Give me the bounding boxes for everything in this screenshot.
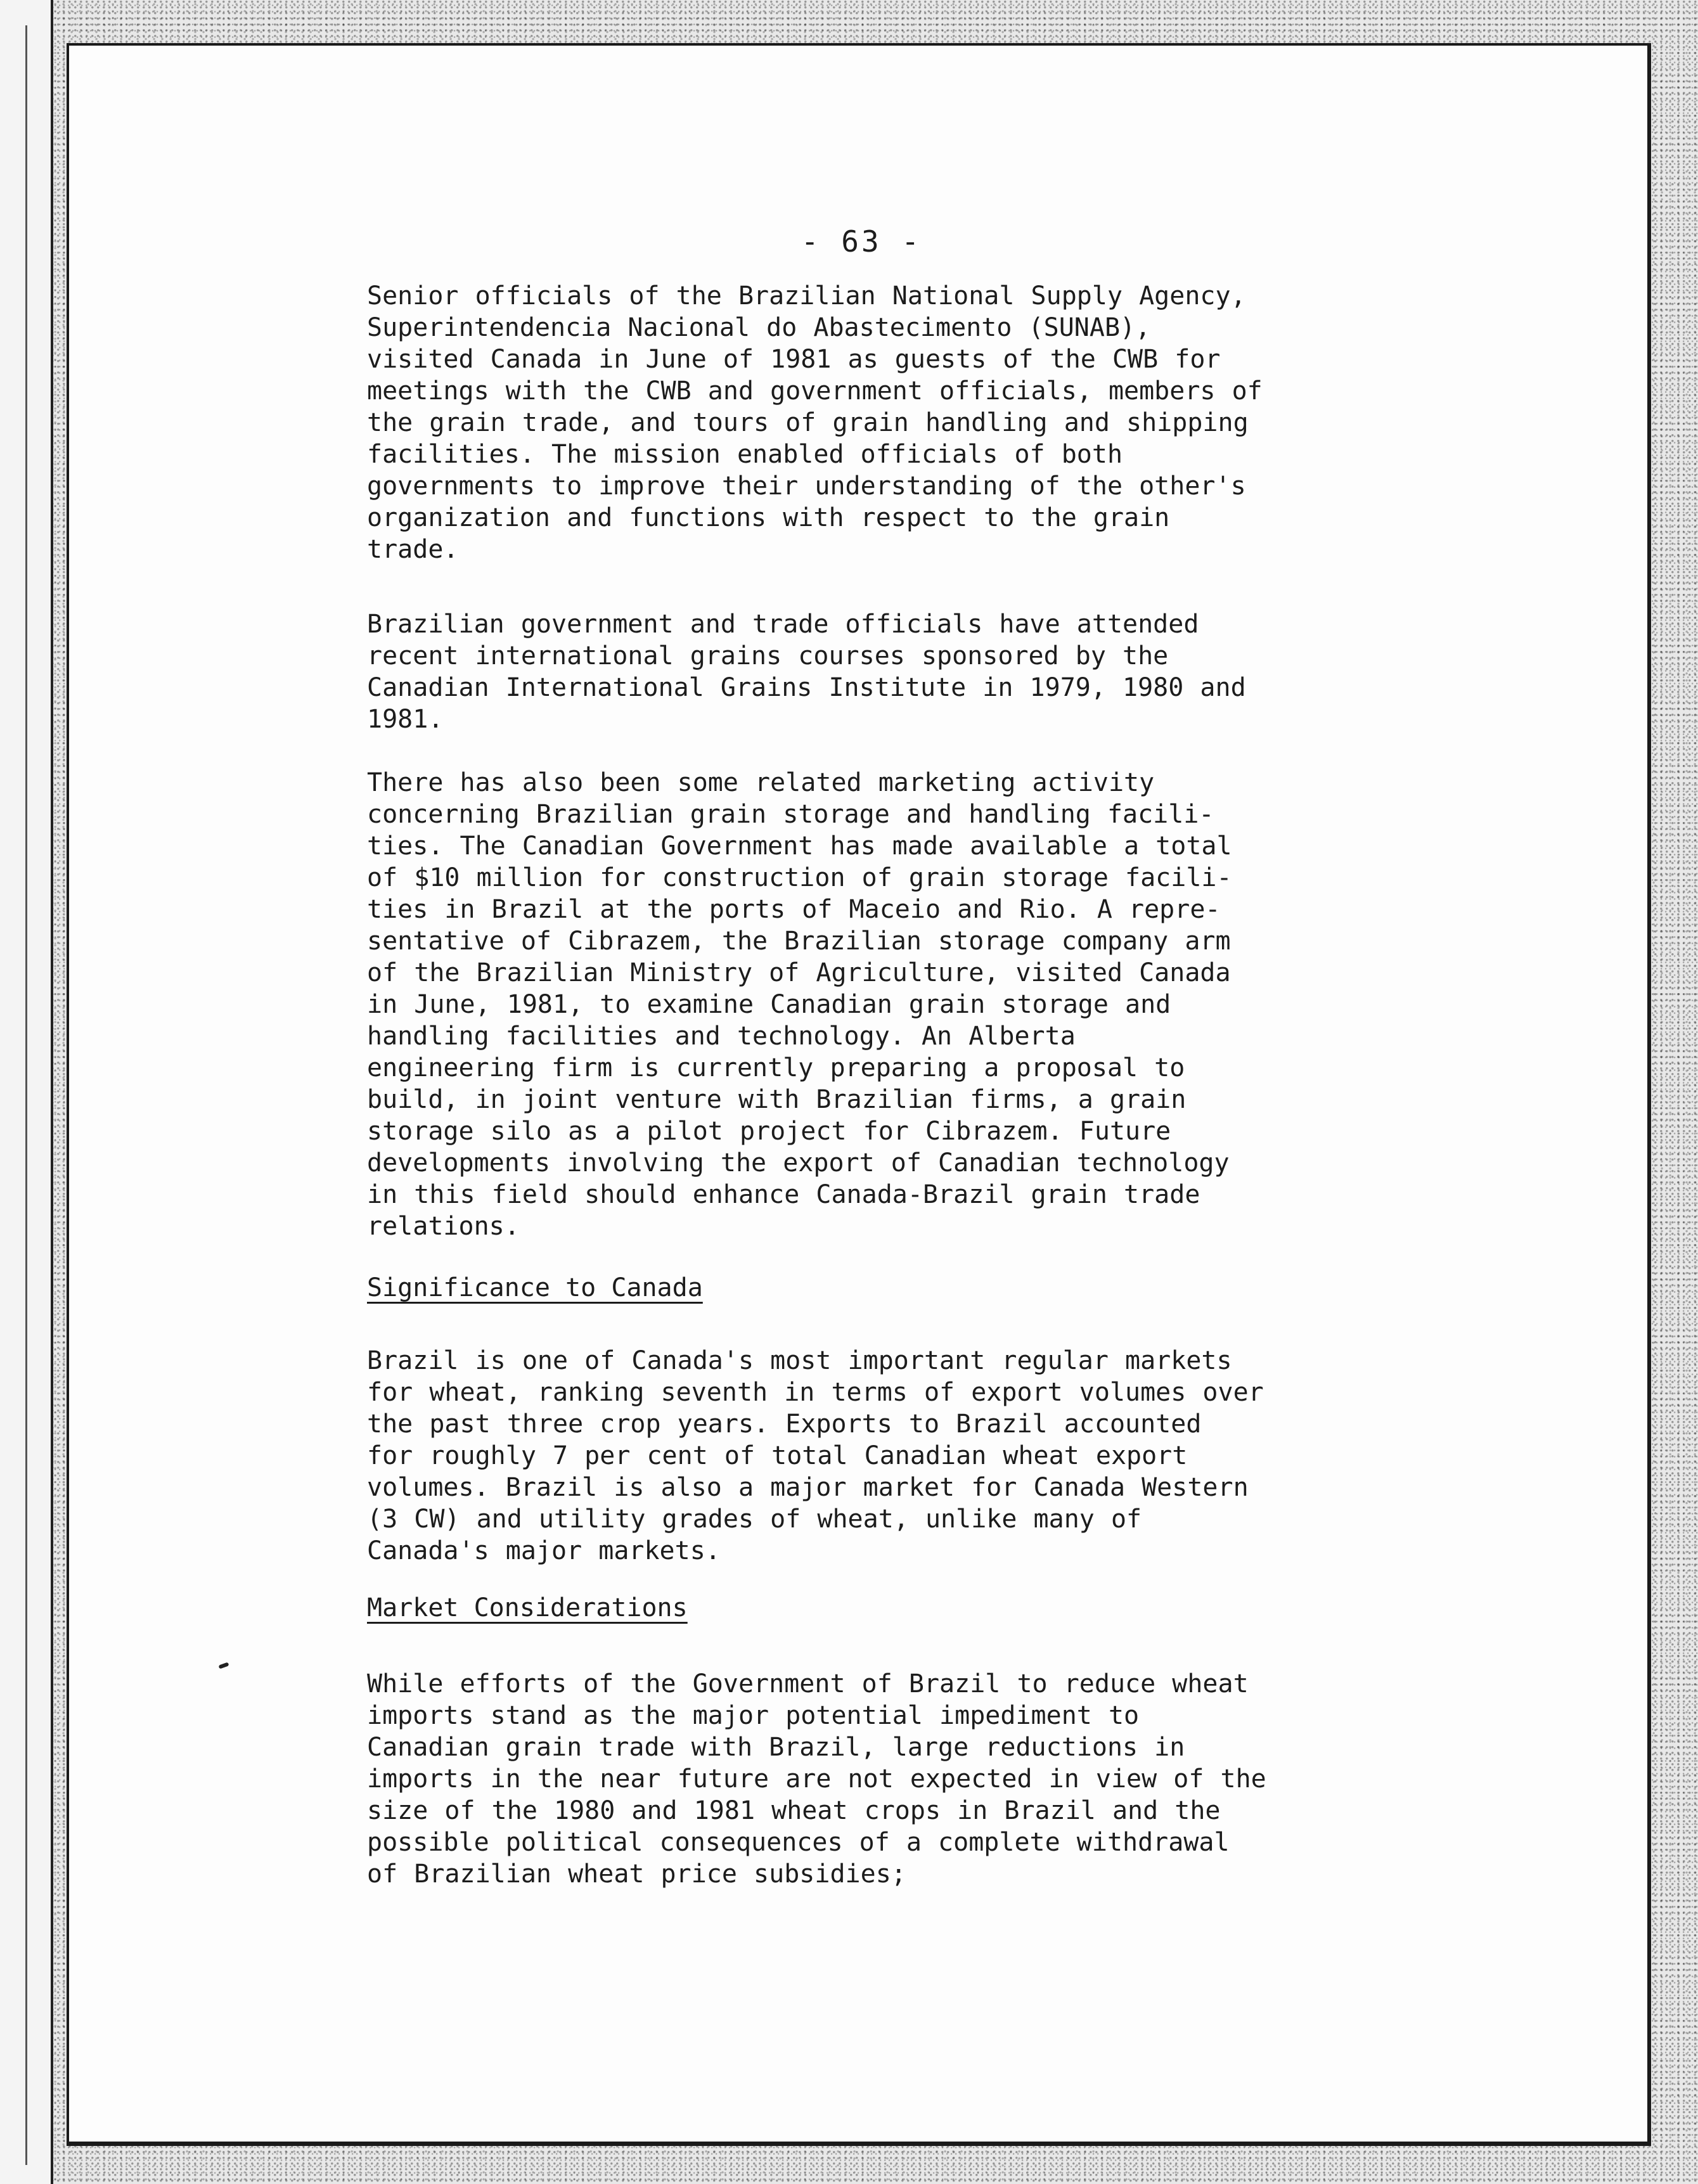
page-number: - 63 -	[801, 224, 922, 259]
heading-text: Significance to Canada	[367, 1273, 703, 1302]
heading-text: Market Considerations	[367, 1593, 688, 1622]
body-paragraph-storage-activity	[367, 767, 1299, 1242]
body-paragraph-market	[367, 1668, 1299, 1890]
section-heading-market	[367, 1592, 1299, 1624]
body-paragraph-grains-courses	[367, 608, 1299, 735]
paragraph-text: There has also been some related marketing activity concerning Brazilian grain storage and handling facili- ties. The Canadian Government has made available a total of $10 million for construction of grain storage facili- ties in Brazil at the ports of Maceio and Rio. A repre- sentative of Cibrazem, the Brazilian storage company arm of the Brazilian Ministry of Agriculture, visited Canada in June, 1981, to examine Canadian grain storage and handling facilities and technology. An Alberta engineering firm is currently preparing a proposal to build, in joint venture with Brazilian firms, a grain storage silo as a pilot project for Cibrazem. Future developments involving the export of Canadian technology in this field should enhance Canada-Brazil grain trade relations.	[367, 768, 1232, 1241]
section-heading-significance	[367, 1272, 1299, 1304]
binder-edge	[0, 0, 53, 2184]
paragraph-text: Brazil is one of Canada's most important regular markets for wheat, ranking seventh in terms of export volumes over the past three crop years. Exports to Brazil accounted for roughly 7 per cent of total Canadian wheat export volumes. Brazil is also a major market for Canada Western (3 CW) and utility grades of wheat, unlike many of Canada's major markets.	[367, 1346, 1264, 1565]
body-paragraph-significance	[367, 1345, 1299, 1567]
paragraph-text: While efforts of the Government of Brazil to reduce wheat imports stand as the major potential impediment to Canadian grain trade with Brazil, large reductions in imports in the near future are not expected in view of the size of the 1980 and 1981 wheat crops in Brazil and the possible political consequences of a complete withdrawal of Brazilian wheat price subsidies;	[367, 1669, 1266, 1889]
body-paragraph-supply-agency	[367, 280, 1299, 565]
paragraph-text: Senior officials of the Brazilian National Supply Agency, Superintendencia Nacional do Abastecimento (SUNAB), visited Canada in June of 1981 as guests of the CWB for meetings with the CWB and government officials, members of the grain trade, and tours of grain handling and shipping facilities. The mission enabled officials of both governments to improve their understanding of the other's organization and functions with respect to the grain trade.	[367, 281, 1263, 564]
document-page	[67, 43, 1651, 2146]
paragraph-text: Brazilian government and trade officials have attended recent international grains courses sponsored by the Canadian International Grains Institute in 1979, 1980 and 1981.	[367, 610, 1246, 734]
